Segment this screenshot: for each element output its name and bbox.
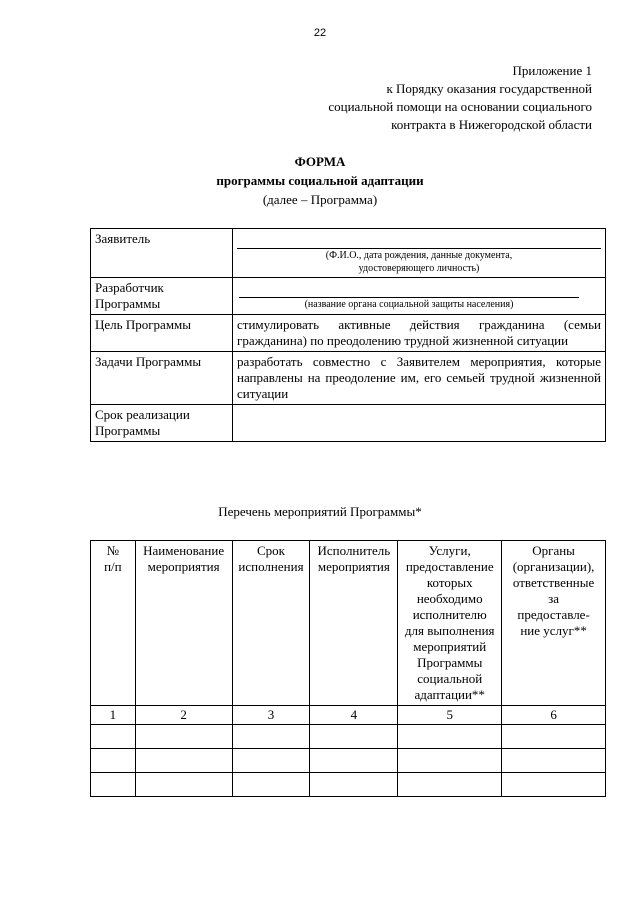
empty-cell (135, 773, 232, 797)
table-header-row (91, 541, 606, 706)
column-number: 1 (91, 706, 136, 725)
header-line: Наименование (143, 543, 225, 558)
header-line: Органы (532, 543, 575, 558)
empty-cell (232, 773, 310, 797)
applicant-line (237, 234, 601, 249)
header-line: которых (426, 575, 473, 590)
header-line: для выполнения (404, 623, 495, 638)
empty-cell (502, 725, 606, 749)
header-line: за (548, 591, 560, 606)
empty-cell (502, 749, 606, 773)
header-line: п/п (104, 559, 122, 574)
header-line: Программы (417, 655, 483, 670)
empty-cell (135, 725, 232, 749)
table-row (91, 749, 606, 773)
applicant-caption: (Ф.И.О., дата рождения, данные документа, (325, 250, 513, 261)
header-line: мероприятия (147, 559, 220, 574)
appendix-line: к Порядку оказания государственной (386, 81, 592, 96)
measures-title: Перечень мероприятий Программы* (218, 504, 422, 519)
form-abbr: (далее – Программа) (262, 192, 378, 207)
empty-cell (232, 725, 310, 749)
header-line: № (106, 543, 120, 558)
measures-table (90, 540, 606, 797)
developer-caption: (название органа социальной защиты населения) (304, 299, 514, 310)
header-line: Срок (256, 543, 285, 558)
appendix-line: контракта в Нижегородской области (391, 117, 592, 132)
column-number: 6 (502, 706, 606, 725)
appendix-line: социальной помощи на основании социального (328, 99, 592, 114)
developer-label (91, 278, 233, 315)
tasks-text: разработать совместно с Заявителем мероприятия, которые направлены на преодоление им, его семьей трудной жизненной ситуации (233, 352, 606, 405)
goal-text: стимулировать активные действия гражданина (семьи гражданина) по преодолению трудной жизненной ситуации (233, 315, 606, 352)
header-cell-name (135, 541, 232, 706)
column-number: 2 (135, 706, 232, 725)
empty-cell (398, 725, 502, 749)
header-line: Услуги, (428, 543, 471, 558)
form-subtitle: программы социальной адаптации (216, 173, 424, 188)
empty-cell (232, 749, 310, 773)
developer-line (239, 283, 579, 298)
developer-label-line: Программы (95, 296, 161, 311)
goal-label: Цель Программы (91, 315, 233, 352)
header-cell-organs (502, 541, 606, 706)
header-cell-services (398, 541, 502, 706)
empty-cell (398, 749, 502, 773)
header-line: исполнения (238, 559, 304, 574)
table-row (91, 773, 606, 797)
header-cell-number (91, 541, 136, 706)
form-title: ФОРМА (294, 154, 346, 169)
applicant-caption: удостоверяющего личность) (358, 263, 480, 274)
table-row (91, 405, 606, 442)
empty-cell (398, 773, 502, 797)
page-number: 22 (313, 27, 327, 39)
empty-cell (310, 773, 398, 797)
column-numbers-row (91, 706, 606, 725)
term-label-line: Срок реализации (95, 407, 190, 422)
empty-cell (502, 773, 606, 797)
table-row (91, 352, 606, 405)
empty-cell (91, 749, 136, 773)
header-line: Исполнитель (317, 543, 391, 558)
appendix-line: Приложение 1 (512, 63, 592, 78)
table-row (91, 315, 606, 352)
header-cell-executor (310, 541, 398, 706)
header-line: необходимо (416, 591, 483, 606)
header-cell-term (232, 541, 310, 706)
header-line: адаптации** (414, 687, 485, 702)
empty-cell (310, 749, 398, 773)
header-line: социальной (417, 671, 483, 686)
applicant-label: Заявитель (91, 229, 233, 278)
term-label (91, 405, 233, 442)
header-line: предоставле- (517, 607, 590, 622)
header-line: ответственные (512, 575, 595, 590)
empty-cell (91, 725, 136, 749)
table-row (91, 229, 606, 278)
empty-cell (91, 773, 136, 797)
tasks-label: Задачи Программы (91, 352, 233, 405)
column-number: 5 (398, 706, 502, 725)
table-row (91, 278, 606, 315)
program-info-table (90, 228, 606, 442)
header-line: исполнителю (412, 607, 487, 622)
header-line: (организации), (512, 559, 595, 574)
header-line: ние услуг** (520, 623, 587, 638)
applicant-field (233, 229, 606, 278)
header-line: мероприятий (413, 639, 487, 654)
empty-cell (310, 725, 398, 749)
header-line: мероприятия (317, 559, 390, 574)
developer-field (233, 278, 606, 315)
column-number: 3 (232, 706, 310, 725)
appendix-header (328, 62, 592, 134)
column-number: 4 (310, 706, 398, 725)
empty-cell (135, 749, 232, 773)
header-line: предоставление (405, 559, 494, 574)
term-field (233, 405, 606, 442)
table-row (91, 725, 606, 749)
term-label-line: Программы (95, 423, 161, 438)
developer-label-line: Разработчик (95, 280, 164, 295)
